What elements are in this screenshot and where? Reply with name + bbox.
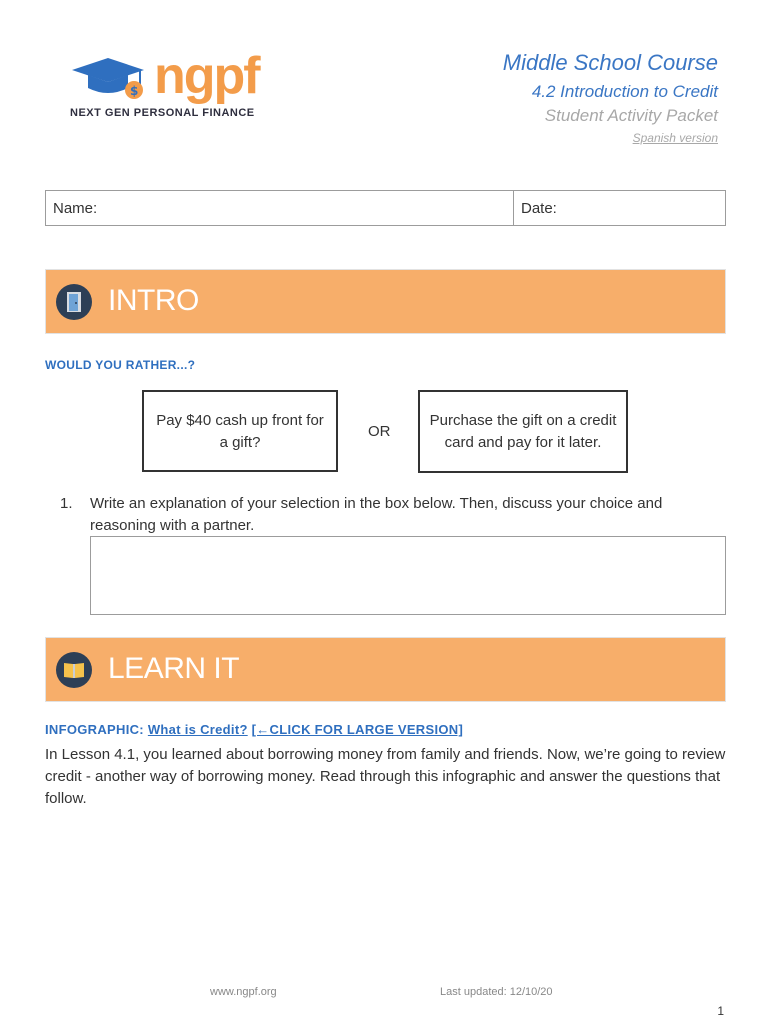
logo-wordmark: ngpf	[154, 47, 259, 105]
learn-it-title: LEARN IT	[108, 652, 240, 685]
name-field[interactable]	[46, 191, 514, 225]
page-number: 1	[717, 1004, 724, 1018]
intro-title: INTRO	[108, 284, 199, 317]
lesson-paragraph: In Lesson 4.1, you learned about borrowing money from family and friends. Now, we’re going to review credit - another way of borrowing money. Read through this infographic and answer the questions that follow.	[45, 746, 726, 807]
option-a-box	[142, 390, 338, 472]
ngpf-logo	[70, 47, 260, 122]
svg-text:$: $	[130, 84, 139, 98]
spanish-version-link[interactable]: Spanish version	[632, 131, 718, 145]
footer-site: www.ngpf.org	[210, 986, 277, 998]
question-1	[60, 493, 730, 537]
learn-it-section-header	[45, 637, 726, 702]
name-date-table	[45, 190, 726, 226]
large-version-link[interactable]: [←CLICK FOR LARGE VERSION]	[251, 722, 464, 737]
graduation-cap-icon	[70, 52, 150, 102]
logo-tagline: NEXT GEN PERSONAL FINANCE	[70, 107, 255, 119]
date-field[interactable]	[514, 191, 725, 225]
lesson-title: 4.2 Introduction to Credit	[531, 82, 718, 101]
name-label: Name:	[53, 200, 98, 217]
option-b-text: Purchase the gift on a credit card and pay for it later.	[429, 411, 617, 451]
would-you-rather-heading: WOULD YOU RATHER...?	[45, 358, 196, 372]
footer-updated: Last updated: 12/10/20	[440, 986, 553, 998]
answer-box[interactable]	[90, 536, 726, 615]
option-a-text: Pay $40 cash up front for a gift?	[156, 412, 324, 451]
question-text: Write an explanation of your selection in the box below. Then, discuss your choice and reasoning with a partner.	[90, 495, 663, 534]
option-b-box	[418, 390, 628, 473]
date-label: Date:	[521, 200, 557, 217]
intro-section-header	[45, 269, 726, 334]
packet-title: Student Activity Packet	[544, 106, 718, 125]
infographic-line	[45, 722, 463, 737]
door-icon	[56, 284, 92, 320]
question-number: 1.	[60, 495, 73, 512]
or-label: OR	[368, 423, 391, 440]
course-title: Middle School Course	[502, 50, 718, 75]
what-is-credit-link[interactable]: What is Credit?	[147, 722, 248, 737]
infographic-label: INFOGRAPHIC:	[45, 722, 144, 737]
book-icon	[56, 652, 92, 688]
